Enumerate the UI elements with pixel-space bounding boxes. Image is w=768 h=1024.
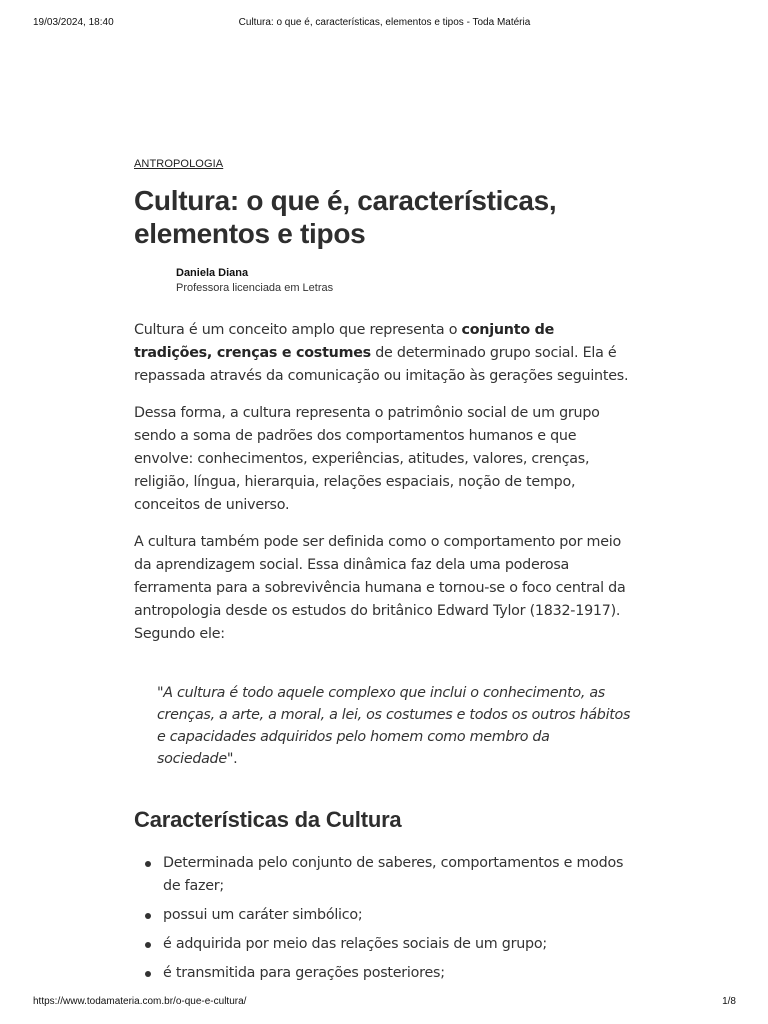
list-item-text: é adquirida por meio das relações sociais de um grupo;: [163, 936, 547, 952]
author-role: Professora licenciada em Letras: [176, 282, 334, 294]
list-item-text: possui um caráter simbólico;: [163, 907, 363, 923]
definition-paragraph: A cultura também pode ser definida como o comportamento por meio da aprendizagem social. Essa dinâmica faz dela uma poderosa ferramenta para a sobrevivência humana e tornou-se o foco central da antropologia desde os estudos do britânico Edward Tylor (1832-1917). Segundo ele:: [134, 534, 626, 642]
category-link[interactable]: ANTROPOLOGIA: [134, 158, 224, 170]
list-item: [134, 904, 634, 927]
bullet-icon: [145, 942, 151, 948]
print-header: [33, 17, 736, 31]
list-item-text: é transmitida para gerações posteriores;: [163, 965, 445, 981]
print-page-number: 1/8: [722, 996, 736, 1007]
author-block: [176, 266, 634, 296]
print-doc-title: Cultura: o que é, características, elementos e tipos - Toda Matéria: [238, 17, 531, 28]
article: [134, 154, 634, 991]
intro-bold-text: conjunto de tradições, crenças e costumes: [134, 322, 555, 361]
intro-text-start: Cultura é um conceito amplo que representa o: [134, 322, 462, 338]
list-item: [134, 962, 634, 985]
bullet-icon: [145, 971, 151, 977]
quote-text: A cultura é todo aquele complexo que inclui o conhecimento, as crenças, a arte, a moral, a lei, os costumes e todos os outros hábitos e capacidades adquiridos pelo homem como membro da sociedade: [157, 685, 631, 767]
list-item: [134, 933, 634, 956]
bullet-icon: [145, 861, 151, 867]
intro-text-end: de determinado grupo social. Ela é repassada através da comunicação ou imitação às gerações seguintes.: [134, 345, 629, 384]
quote-close-mark: ".: [226, 751, 238, 767]
intro-paragraph: [134, 319, 634, 388]
section-heading: Características da Cultura: [134, 807, 402, 832]
quote-open-mark: ": [157, 685, 164, 701]
patrimony-paragraph: Dessa forma, a cultura representa o patrimônio social de um grupo sendo a soma de padrões dos comportamentos humanos e que envolve: conhecimentos, experiências, atitudes, valores, crenças, religião, língua, hierarquia, relações espaciais, noção de tempo, conceitos de universo.: [134, 405, 600, 513]
bullet-icon: [145, 913, 151, 919]
print-url: https://www.todamateria.com.br/o-que-e-cultura/: [33, 996, 247, 1007]
article-title: Cultura: o que é, características, elementos e tipos: [134, 185, 557, 249]
author-name[interactable]: Daniela Diana: [176, 267, 249, 279]
characteristics-list: [134, 852, 634, 985]
print-datetime: 19/03/2024, 18:40: [33, 17, 114, 28]
list-item: [134, 852, 634, 898]
list-item-text: Determinada pelo conjunto de saberes, comportamentos e modos de fazer;: [163, 855, 624, 894]
print-footer: [33, 996, 736, 1010]
tylor-quote: [157, 682, 634, 770]
